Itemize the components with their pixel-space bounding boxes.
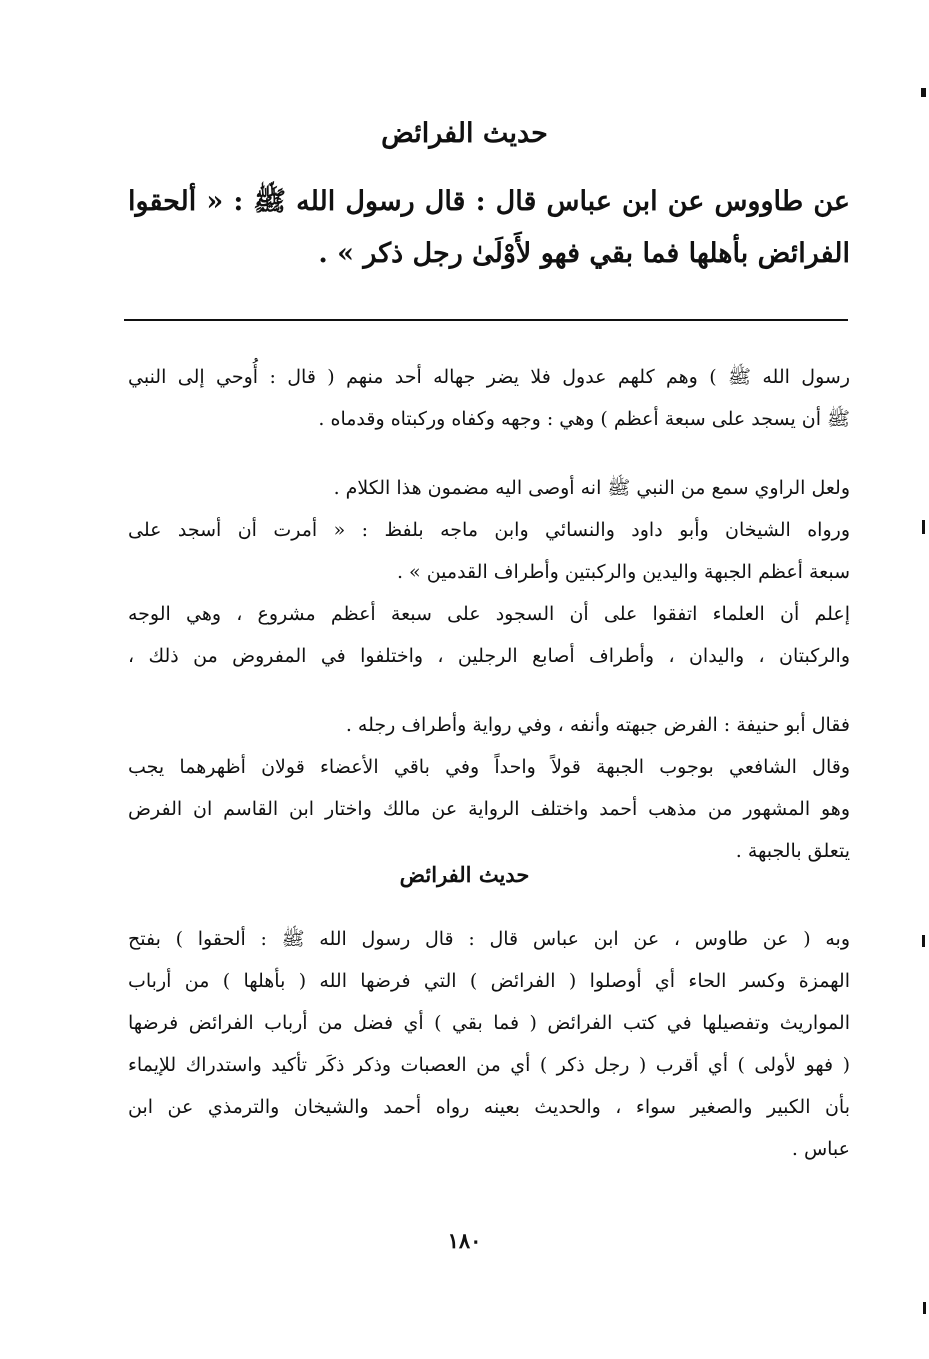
text-line: وهو المشهور من مذهب أحمد واختلف الرواية عن مالك واختار ابن القاسم ان الفرض (128, 798, 850, 820)
text-line: ( فهو لأولى ) أي أقرب ( رجل ذكر ) أي من العصبات وذكر ذكَر تأكيد واستدراك للإيماء (128, 1054, 850, 1076)
scan-mark (922, 520, 925, 534)
text-line: ولعل الراوي سمع من النبي ﷺ انه أوصى اليه مضمون هذا الكلام . (333, 477, 850, 499)
commentary-paragraph-4 (128, 918, 850, 1170)
scan-mark (922, 935, 925, 947)
section-divider (124, 319, 848, 321)
text-line: والركبتان ، واليدان ، وأطراف أصابع الرجلين ، واختلفوا في المفروض من ذلك ، (128, 645, 850, 667)
text-line: سبعة أعظم الجبهة واليدين والركبتين وأطراف القدمين » . (396, 561, 850, 583)
scan-mark (921, 88, 926, 97)
text-line: ﷺ أن يسجد على سبعة أعظم ) وهي : وجهه وكفاه وركبتاه وقدماه . (318, 408, 850, 430)
text-line: رسول الله ﷺ ) وهم كلهم عدول فلا يضر جهاله أحد منهم ( قال : أُوحي إلى النبي (128, 366, 850, 388)
text-line: المواريث وتفصيلها في كتب الفرائض ( فما بقي ) أي فضل من أرباب الفرائض فرضها (128, 1012, 850, 1034)
text-line: يتعلق بالجبهة . (735, 840, 850, 862)
hadith-line: الفرائض بأهلها فما بقي فهو لأَوْلَىٰ رجل ذكر » . (318, 238, 850, 269)
text-line: إعلم أن العلماء اتفقوا على أن السجود على سبعة أعظم مشروع ، وهي الوجه (128, 603, 850, 625)
section-subtitle: حديث الفرائض (399, 862, 530, 887)
page-number: ١٨٠ (447, 1228, 482, 1253)
text-line: بأن الكبير والصغير سواء ، والحديث بعينه رواه أحمد والشيخان والترمذي عن ابن (128, 1096, 850, 1118)
hadith-text (128, 176, 850, 280)
commentary-paragraph-2 (128, 467, 850, 677)
hadith-line: عن طاووس عن ابن عباس قال : قال رسول الله ﷺ : « ألحقوا (128, 186, 850, 217)
text-line: وقال الشافعي بوجوب الجبهة قولاً واحداً وفي باقي الأعضاء قولان أظهرهما يجب (128, 756, 850, 778)
text-line: ورواه الشيخان وأبو داود والنسائي وابن ماجه بلفظ : « أمرت أن أسجد على (128, 519, 850, 541)
commentary-paragraph-3 (128, 704, 850, 872)
text-line: عباس . (791, 1138, 850, 1160)
text-line: وبه ( عن طاوس ، عن ابن عباس قال : قال رسول الله ﷺ : ألحقوا ) بفتح (128, 928, 850, 950)
text-line: الهمزة وكسر الحاء أي أوصلوا ( الفرائض ) التي فرضها الله ( بأهلها ) من أرباب (128, 970, 850, 992)
commentary-paragraph-1 (128, 356, 850, 440)
page-title: حديث الفرائض (381, 118, 548, 149)
text-line: فقال أبو حنيفة : الفرض جبهته وأنفه ، وفي رواية وأطراف رجله . (345, 714, 850, 736)
scan-mark (923, 1302, 926, 1314)
